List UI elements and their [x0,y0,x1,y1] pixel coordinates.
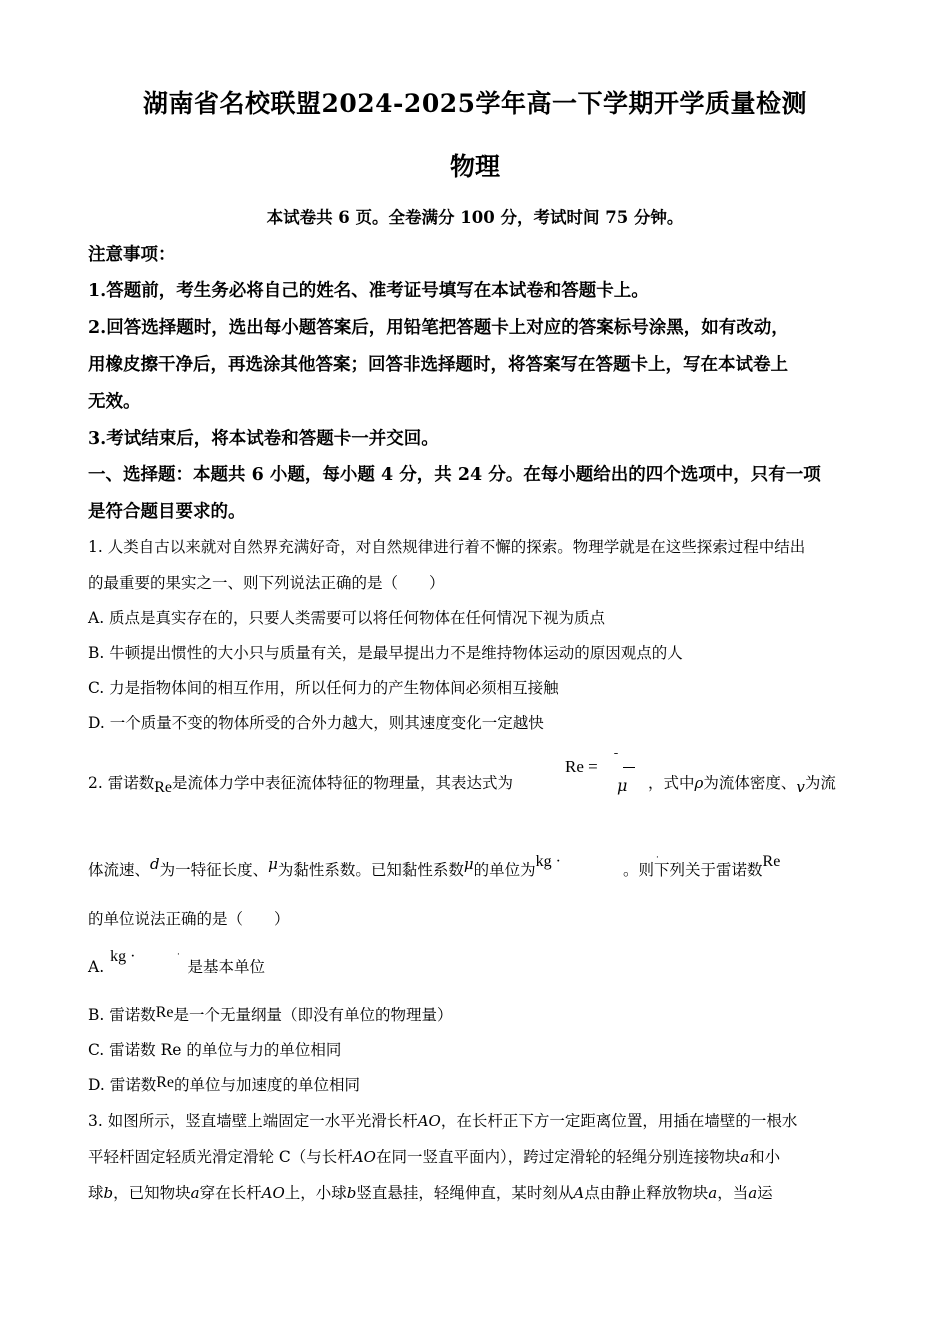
reynolds-symbol-b: Re [155,1004,174,1021]
q1-option-a: A. 质点是真实存在的，只要人类需要可以将任何物体在任何情况下视为质点 [88,609,606,627]
formula-numerator-mark: ˉ [613,751,619,765]
ao-symbol-2: AO [352,1148,376,1166]
q2-option-c: C. 雷诺数 Re 的单位与力的单位相同 [88,1041,342,1059]
ao-symbol: AO [417,1112,441,1130]
note-item-2-line-1: 2.回答选择题时，选出每小题答案后，用铅笔把答题卡上对应的答案标号涂黑，如有改动， [88,318,789,338]
exam-title: 湖南省名校联盟2024-2025学年高一下学期开学质量检测 [142,89,808,118]
unit-dot-mark: · [656,853,659,863]
mu-symbol: μ [268,855,278,873]
q1-option-c: C. 力是指物体间的相互作用，所以任何力的产生物体间必须相互接触 [88,679,559,697]
q3-stem-line-1: 3. 如图所示，竖直墙壁上端固定一水平光滑长杆AO，在长杆正下方一定距离位置，用插在墙壁的一根水 [88,1112,798,1130]
section-heading-line-2: 是符合题目要求的。 [88,502,246,522]
q2-stem-line-3: 的单位说法正确的是（ ） [88,910,290,928]
a-symbol-2: a [190,1184,200,1202]
q1-option-d: D. 一个质量不变的物体所受的合外力越大，则其速度变化一定越快 [88,714,544,732]
a-symbol: a [740,1148,750,1166]
note-item-2-line-2: 用橡皮擦干净后，再选涂其他答案；回答非选择题时，将答案写在答题卡上，写在本试卷上 [88,355,788,375]
d-symbol: d [150,855,160,873]
b-symbol: b [103,1184,114,1202]
q3-stem-line-3: 球b，已知物块a穿在长杆AO上，小球b竖直悬挂，轻绳伸直，某时刻从A点由静止释放物块a，当a运 [88,1184,773,1202]
option-a-dot-mark: · [177,950,180,960]
ao-symbol-3: AO [261,1184,285,1202]
notes-heading: 注意事项： [88,245,176,265]
a-symbol-4: a [748,1184,758,1202]
subject-title: 物理 [449,152,500,181]
exam-summary: 本试卷共 6 页。全卷满分 100 分，考试时间 75 分钟。 [266,208,684,227]
formula-denominator: μ [617,776,628,795]
q2-stem-line-1: 2. 雷诺数Re是流体力学中表征流体特征的物理量，其表达式为 [88,774,514,796]
reynolds-symbol-2: Re [762,853,781,870]
q2-stem-line-1-tail: ，式中ρ为流体密度、v为流 [648,774,836,796]
q2-option-b: B. 雷诺数Re是一个无量纲量（即没有单位的物理量） [88,1004,453,1024]
q2-option-a: A.kg ·是基本单位 [88,948,265,976]
formula-lhs: Re = [565,757,598,776]
note-item-1: 1.答题前，考生务必将自己的姓名、准考证号填写在本试卷和答题卡上。 [88,281,649,301]
a-symbol-3: a [708,1184,718,1202]
q3-stem-line-2: 平轻杆固定轻质光滑定滑轮 C（与长杆AO在同一竖直平面内），跨过定滑轮的轻绳分别连接物块a和小 [88,1148,781,1166]
point-a-symbol: A [573,1184,585,1202]
mu-symbol-2: μ [463,855,474,873]
note-item-3: 3.考试结束后，将本试卷和答题卡一并交回。 [88,429,439,449]
q2-option-d: D. 雷诺数Re的单位与加速度的单位相同 [88,1074,361,1094]
viscosity-unit: kg · [535,853,561,870]
v-symbol: v [796,778,805,796]
q1-stem-line-2: 的最重要的果实之一、则下列说法正确的是（ ） [88,574,445,592]
q1-stem-line-1: 1. 人类自古以来就对自然界充满好奇，对自然规律进行着不懈的探索。物理学就是在这些探索过程中结出 [88,538,806,556]
q2-stem-line-2: 体流速、d为一特征长度、μ为黏性系数。已知黏性系数μ的单位为kg · 。则下列关于雷诺数Re [88,853,781,879]
note-item-2-line-3: 无效。 [88,392,141,412]
formula-fraction-bar [623,767,635,768]
q1-option-b: B. 牛顿提出惯性的大小只与质量有关，是最早提出力不是维持物体运动的原因观点的人 [88,644,683,662]
reynolds-symbol: Re [154,779,172,796]
reynolds-symbol-d: Re [156,1074,175,1091]
b-symbol-2: b [346,1184,357,1202]
rho-symbol: ρ [694,774,704,792]
section-heading-line-1: 一、选择题：本题共 6 小题，每小题 4 分，共 24 分。在每小题给出的四个选项中，只有一项 [88,465,821,485]
option-a-unit: kg · [110,948,136,965]
reynolds-formula [565,751,645,797]
